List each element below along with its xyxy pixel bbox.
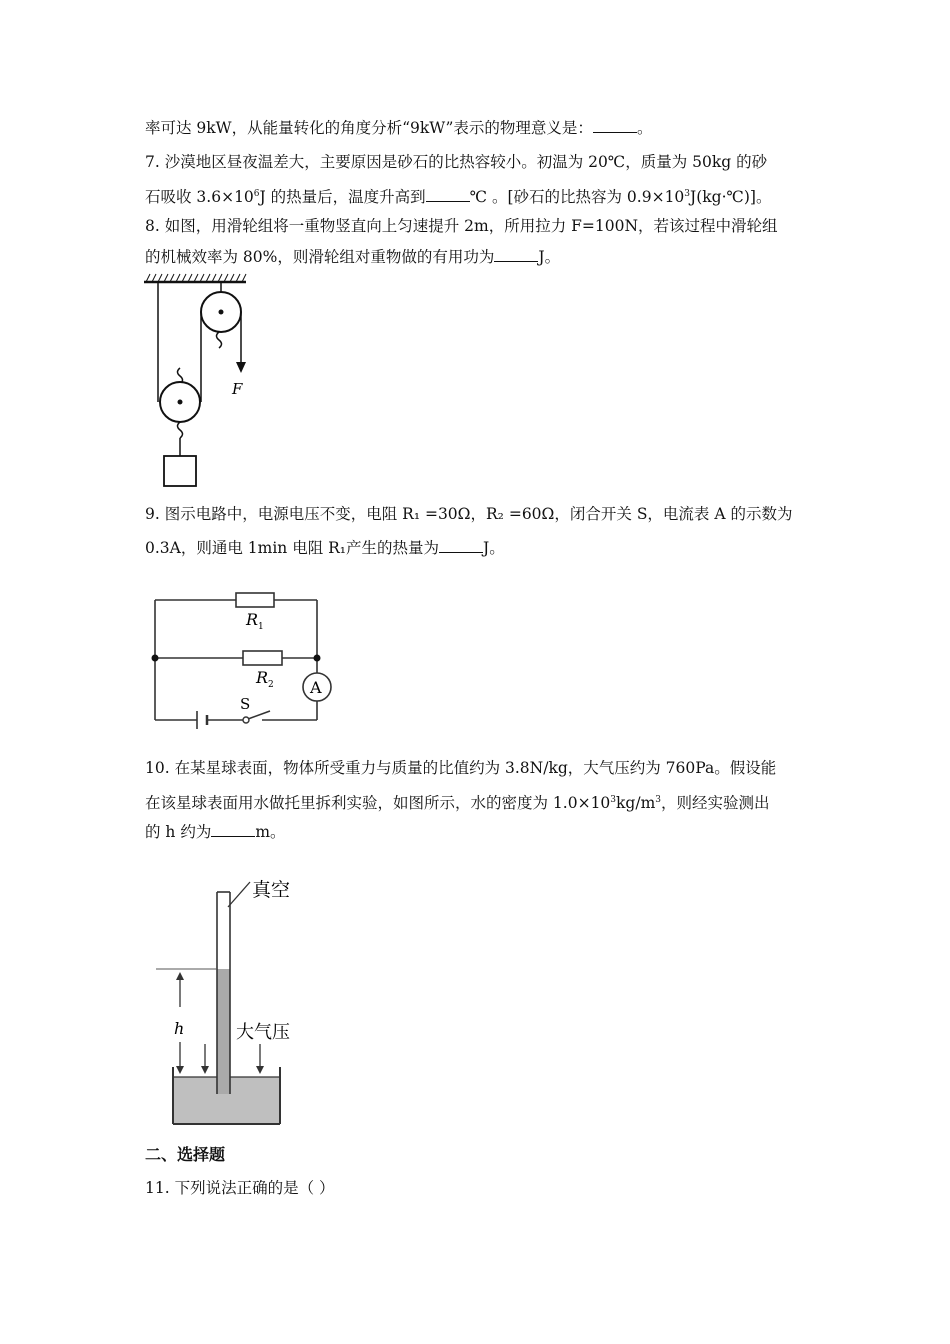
weight-block [164, 456, 196, 486]
atmosphere-label: 大气压 [236, 1022, 290, 1043]
q7-line-1: 7. 沙漠地区昼夜温差大，主要原因是砂石的比热容较小。初温为 20℃，质量为 50kg 的砂 [145, 153, 768, 171]
section-heading: 二、选择题 [145, 1145, 226, 1164]
resistor-r2 [243, 651, 282, 665]
q10-answer-blank[interactable] [211, 822, 255, 837]
q10-line-3: 的 h 约为 m。 [145, 823, 286, 841]
height-label: h [174, 1019, 185, 1038]
q11-line: 11. 下列说法正确的是（ ） [145, 1179, 335, 1197]
resistor-r1 [236, 593, 274, 607]
svg-text:S: S [240, 695, 251, 713]
q7-line-2: 石吸收 $3.6\times 10^6J$ 的热量后，温度升高到 ℃ 。[砂石的比热容为 $0.9\times 10^3J(kg\cdot℃)$]。 [145, 188, 772, 207]
q10-line-2: 在该星球表面用水做托里拆利实验，如图所示，水的密度为 $1.0\times 10^3kg/m^3$，则经实验测出 [145, 794, 770, 813]
q9-answer-blank[interactable] [439, 538, 483, 553]
q6-text: 率可达 9kW，从能量转化的角度分析“9kW”表示的物理意义是： [145, 119, 593, 137]
tube-water-column [217, 969, 230, 1094]
circuit-figure [145, 585, 345, 730]
force-label: F [232, 380, 243, 398]
q9-line-1: 9. 图示电路中，电源电压不变，电阻 R₁ =30Ω，R₂ =60Ω，闭合开关 S，电流表 A 的示数为 [145, 505, 793, 523]
svg-text:A: A [310, 678, 322, 697]
svg-text:R: R [256, 668, 269, 687]
q8-answer-blank[interactable] [494, 247, 538, 262]
q6-tail-line [145, 118, 652, 138]
torricelli-figure [150, 872, 310, 1130]
q8-line-2: 的机械效率为 80%，则滑轮组对重物做的有用功为 J。 [145, 248, 561, 266]
pulley-figure [140, 270, 270, 495]
q7-answer-blank[interactable] [426, 187, 470, 202]
switch-icon [243, 717, 249, 723]
vacuum-label: 真空 [252, 879, 291, 901]
svg-text:2: 2 [268, 680, 274, 690]
q9-line-2: 0.3A，则通电 1min 电阻 R₁产生的热量为 J。 [145, 539, 505, 557]
q6-end: 。 [636, 119, 653, 137]
svg-text:1: 1 [258, 622, 264, 632]
q8-line-1: 8. 如图，用滑轮组将一重物竖直向上匀速提升 2m，所用拉力 F=100N，若该过程中滑轮组 [145, 217, 778, 235]
svg-text:R: R [246, 610, 259, 629]
q10-line-1: 10. 在某星球表面，物体所受重力与质量的比值约为 3.8N/kg，大气压约为 760Pa。假设能 [145, 759, 777, 777]
q6-answer-blank[interactable] [593, 118, 637, 133]
